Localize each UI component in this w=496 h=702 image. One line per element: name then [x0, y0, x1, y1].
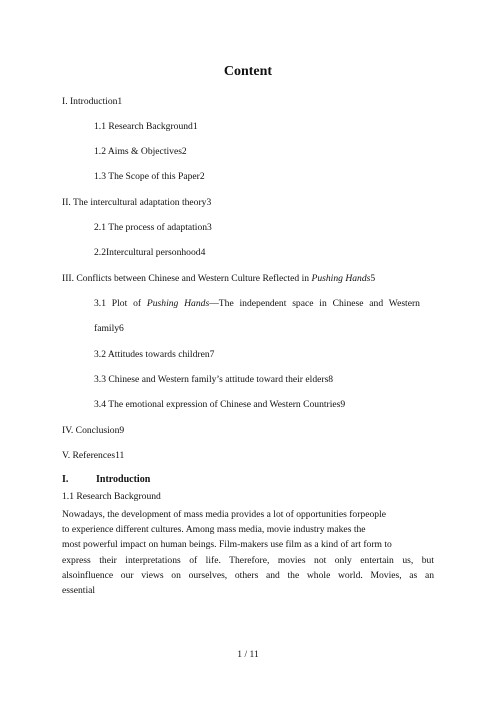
- section-number: I.: [62, 474, 69, 485]
- toc-entry-3-1[interactable]: [94, 298, 420, 310]
- paragraph-line: Nowadays, the development of mass media provides a lot of opportunities forpeople: [62, 509, 386, 520]
- toc-entry-3-1-rest: —The independent space in Chinese and Western: [209, 298, 420, 309]
- page-number-footer: 1 / 11: [237, 649, 259, 660]
- toc-entry-3-3[interactable]: 3.3 Chinese and Western family’s attitude toward their elders8: [94, 374, 334, 385]
- toc-entry-3-1-film-title: Pushing Hands: [146, 298, 210, 309]
- section-heading: [62, 474, 150, 485]
- paragraph-line: most powerful impact on human beings. Film-makers use film as a kind of art form to: [62, 539, 392, 551]
- toc-entry-3-1-text: 3.1 Plot of: [94, 298, 147, 309]
- toc-entry-5[interactable]: V. References11: [62, 450, 125, 461]
- toc-entry-2-1[interactable]: 2.1 The process of adaptation3: [94, 222, 212, 233]
- toc-entry-3-4[interactable]: 3.4 The emotional expression of Chinese and Western Countries9: [94, 399, 346, 410]
- toc-entry-1-3[interactable]: 1.3 The Scope of this Paper2: [94, 171, 205, 182]
- page-title: Content: [223, 64, 273, 79]
- toc-entry-4[interactable]: IV. Conclusion9: [62, 425, 125, 436]
- toc-entry-2-2[interactable]: 2.2Intercultural personhood4: [94, 247, 206, 258]
- paragraph-line: alsoinfluence our views on ourselves, others and the whole world. Movies, as an: [62, 569, 434, 581]
- toc-entry-3[interactable]: [62, 273, 375, 285]
- toc-entry-3-2[interactable]: 3.2 Attitudes towards children7: [94, 349, 215, 360]
- paragraph-line: to experience different cultures. Among mass media, movie industry makes the: [62, 524, 366, 536]
- body-paragraph: [62, 507, 434, 598]
- paragraph-line: essential: [62, 585, 96, 597]
- toc-entry-1-1[interactable]: 1.1 Research Background1: [94, 121, 198, 132]
- section-label: Introduction: [96, 474, 151, 485]
- toc-entry-2[interactable]: II. The intercultural adaptation theory3: [62, 197, 212, 208]
- paragraph-line: express their interpretations of life. Therefore, movies not only entertain us, but: [62, 554, 434, 566]
- toc-entry-3-film-title: Pushing Hands: [311, 273, 371, 284]
- toc-entry-1[interactable]: I. Introduction1: [62, 96, 123, 107]
- toc-entry-3-text: III. Conflicts between Chinese and Western Culture Reflected in: [62, 273, 312, 284]
- toc-entry-3-page: 5: [370, 273, 376, 284]
- subsection-heading: 1.1 Research Background: [62, 491, 161, 502]
- toc-entry-1-2[interactable]: 1.2 Aims & Objectives2: [94, 146, 187, 157]
- toc-entry-3-1-continued[interactable]: family6: [94, 323, 124, 334]
